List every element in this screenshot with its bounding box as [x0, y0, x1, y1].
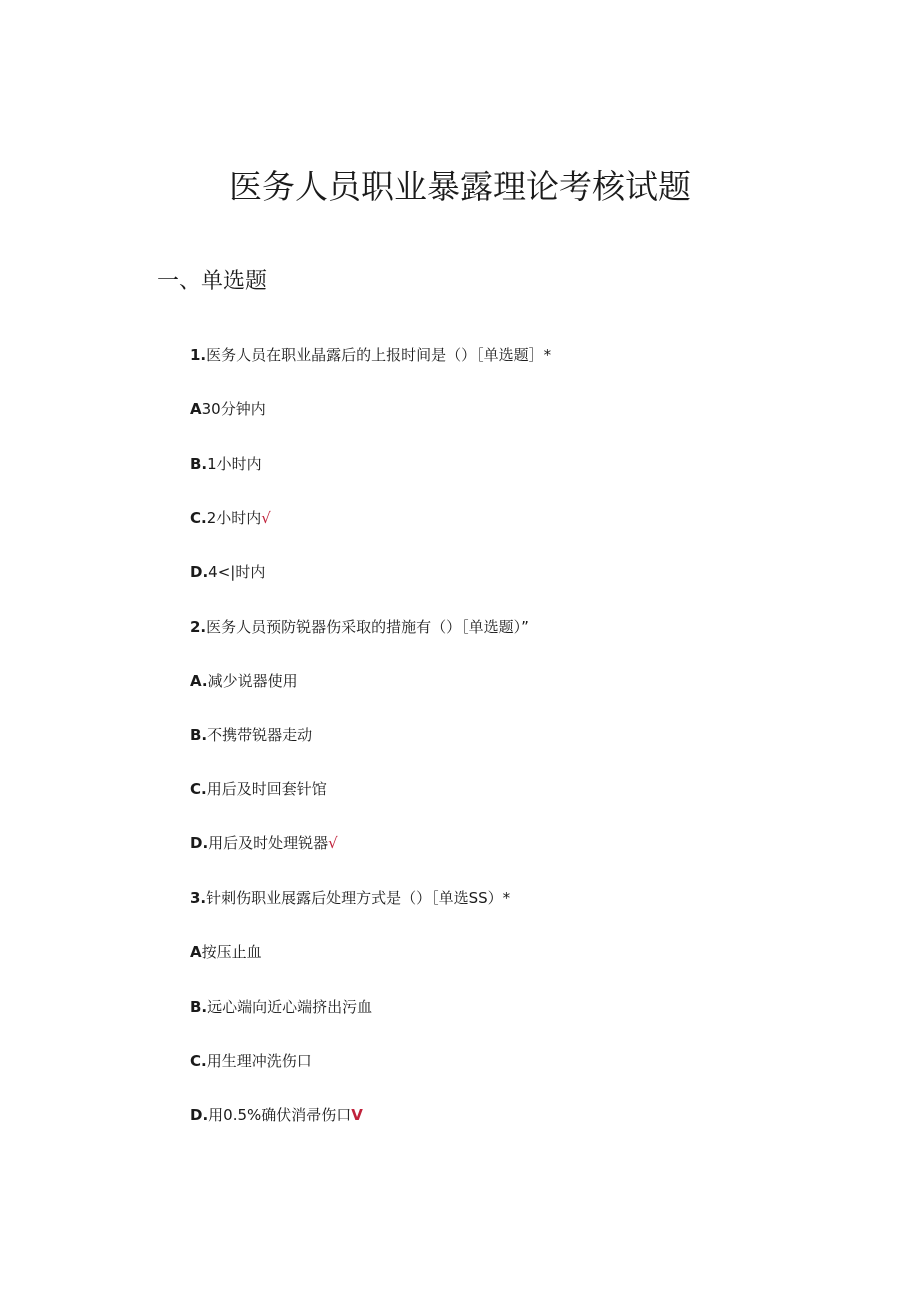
- page-title: 医务人员职业暴露理论考核试题: [229, 167, 691, 206]
- option-letter: C.: [190, 780, 207, 798]
- option-text: 4<|时内: [208, 563, 266, 581]
- correct-mark: V: [351, 1106, 363, 1124]
- question-1-option-c[interactable]: [190, 507, 271, 529]
- question-2-option-d[interactable]: [190, 832, 338, 854]
- option-text: 2小时内: [206, 509, 262, 527]
- question-2: [190, 616, 529, 638]
- option-text: 用后及时回套针馆: [206, 780, 327, 798]
- question-1-option-d[interactable]: [190, 561, 265, 583]
- option-text: 减少说器使用: [207, 672, 298, 690]
- option-text: 远心端向近心端挤出污血: [207, 998, 373, 1016]
- option-text: 1小时内: [207, 455, 262, 473]
- option-letter: B.: [190, 998, 208, 1016]
- option-text: 用后及时处理锐器: [208, 834, 329, 852]
- question-2-option-a[interactable]: [190, 670, 298, 692]
- option-letter: D.: [190, 1106, 209, 1124]
- question-text: 医务人员预防锐器伤采取的措施有（）［单选题）”: [206, 618, 529, 636]
- question-1-option-b[interactable]: [190, 453, 262, 475]
- question-text: 针刺伤职业展露后处理方式是（）［单选SS）*: [206, 889, 511, 907]
- question-2-option-c[interactable]: [190, 778, 327, 800]
- option-letter: A.: [190, 672, 208, 690]
- question-text: 医务人员在职业晶露后的上报时间是（）［单选题］*: [206, 346, 552, 364]
- option-text: 用0.5%确伏消帚伤口: [208, 1106, 352, 1124]
- question-3-option-d[interactable]: [190, 1104, 363, 1126]
- question-number: 3.: [190, 889, 207, 907]
- option-text: 按压止血: [201, 943, 262, 961]
- question-3: [190, 887, 510, 909]
- question-1-option-a[interactable]: [190, 398, 266, 420]
- option-letter: B.: [190, 726, 208, 744]
- question-number: 2.: [190, 618, 207, 636]
- question-1: [190, 344, 551, 366]
- section-heading: 一、单选题: [157, 269, 268, 294]
- question-3-option-c[interactable]: [190, 1050, 312, 1072]
- correct-mark: √: [261, 509, 271, 527]
- correct-mark: √: [328, 834, 338, 852]
- option-letter: D.: [190, 563, 209, 581]
- question-3-option-b[interactable]: [190, 996, 372, 1018]
- option-text: 30分钟内: [201, 400, 266, 418]
- option-letter: A: [190, 943, 202, 961]
- question-3-option-a[interactable]: [190, 941, 262, 963]
- option-text: 用生理冲洗伤口: [206, 1052, 312, 1070]
- option-letter: D.: [190, 834, 209, 852]
- question-2-option-b[interactable]: [190, 724, 312, 746]
- question-number: 1.: [190, 346, 207, 364]
- option-letter: A: [190, 400, 202, 418]
- option-text: 不携带锐器走动: [207, 726, 313, 744]
- option-letter: C.: [190, 1052, 207, 1070]
- option-letter: B.: [190, 455, 208, 473]
- option-letter: C.: [190, 509, 207, 527]
